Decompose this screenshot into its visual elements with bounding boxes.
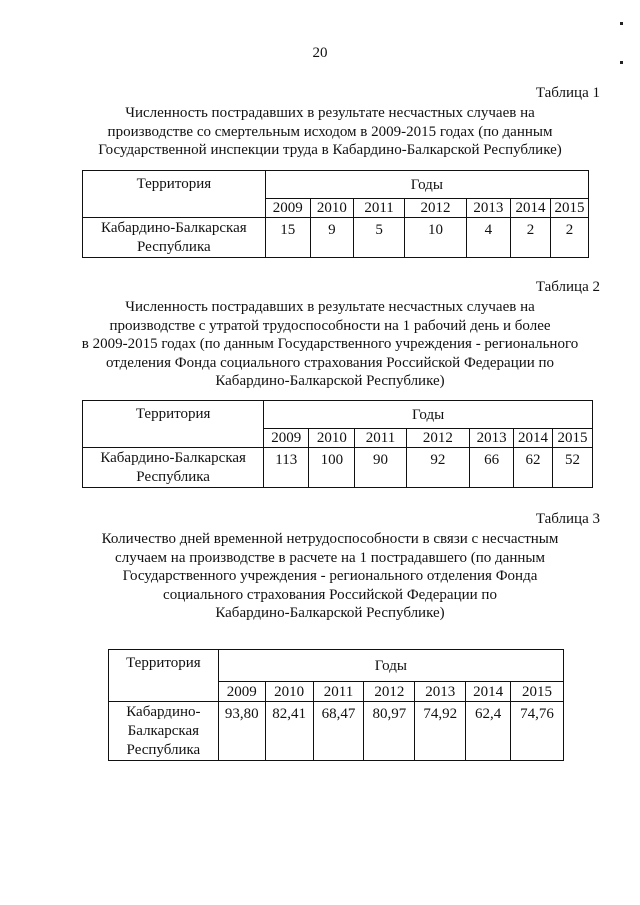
year-cell: 2013	[415, 682, 466, 702]
title-line: Кабардино-Балкарской Республике)	[215, 373, 445, 389]
table-1	[82, 170, 589, 258]
value-cell: 80,97	[364, 702, 415, 761]
region-line: Балкарская	[127, 723, 200, 739]
title-line: Численность пострадавших в результате несчастных случаев на	[125, 105, 535, 121]
value-cell: 74,76	[511, 702, 564, 761]
year-cell: 2010	[310, 199, 353, 218]
table-2-heading	[60, 278, 600, 391]
year-cell: 2015	[511, 682, 564, 702]
year-cell: 2015	[553, 429, 593, 448]
territory-header: Территория	[83, 401, 264, 448]
year-cell: 2014	[514, 429, 553, 448]
years-header: Годы	[264, 401, 593, 429]
title-line: Количество дней временной нетрудоспособности в связи с несчастным	[101, 531, 559, 547]
title-line: Кабардино-Балкарской Республике)	[215, 605, 445, 621]
value-cell: 2	[510, 218, 550, 258]
value-cell: 52	[553, 448, 593, 488]
year-cell: 2009	[218, 682, 265, 702]
region-cell	[83, 218, 266, 258]
value-cell: 92	[406, 448, 469, 488]
region-cell	[83, 448, 264, 488]
value-cell: 74,92	[415, 702, 466, 761]
value-cell: 4	[466, 218, 510, 258]
region-line: Кабардино-Балкарская	[101, 220, 247, 236]
year-cell: 2010	[265, 682, 313, 702]
region-line: Кабардино-	[126, 704, 201, 720]
year-cell: 2014	[510, 199, 550, 218]
table-caption: Таблица 1	[535, 85, 600, 101]
region-line: Республика	[137, 239, 211, 255]
year-cell: 2012	[364, 682, 415, 702]
value-cell: 10	[405, 218, 467, 258]
year-cell: 2015	[550, 199, 588, 218]
table-3	[108, 649, 564, 761]
value-cell: 66	[470, 448, 514, 488]
value-cell: 82,41	[265, 702, 313, 761]
region-line: Республика	[126, 742, 201, 758]
table-1-heading	[60, 84, 600, 160]
title-line: Численность пострадавших в результате несчастных случаев на	[125, 299, 535, 315]
years-header: Годы	[265, 171, 588, 199]
table-title	[60, 530, 600, 623]
value-cell: 5	[353, 218, 404, 258]
title-line: Государственной инспекции труда в Кабардино-Балкарской Республике)	[98, 142, 562, 158]
value-cell: 9	[310, 218, 353, 258]
year-cell: 2014	[466, 682, 511, 702]
year-cell: 2013	[466, 199, 510, 218]
table-2	[82, 400, 593, 488]
table-3-heading	[60, 510, 600, 623]
year-cell: 2012	[406, 429, 469, 448]
title-line: Государственного учреждения - регионального отделения Фонда	[122, 568, 538, 584]
value-cell: 93,80	[218, 702, 265, 761]
territory-header: Территория	[109, 650, 219, 702]
value-cell: 15	[265, 218, 310, 258]
region-line: Кабардино-Балкарская	[100, 450, 246, 466]
page-number: 20	[312, 45, 328, 61]
year-cell: 2010	[309, 429, 355, 448]
value-cell: 100	[309, 448, 355, 488]
title-line: отделения Фонда социального страхования Российской Федерации по	[105, 354, 555, 371]
territory-header: Территория	[83, 171, 266, 218]
value-cell: 68,47	[313, 702, 364, 761]
scan-marks	[620, 22, 626, 100]
title-line: производстве с утратой трудоспособности на 1 рабочий день и более	[109, 317, 551, 334]
title-line: социального страхования Российской Федерации по	[163, 586, 497, 603]
region-cell	[109, 702, 219, 761]
title-line: в 2009-2015 годах (по данным Государственного учреждения - регионального	[81, 336, 579, 352]
table-title	[60, 298, 600, 391]
title-line: производстве со смертельным исходом в 2009-2015 годах (по данным	[107, 123, 553, 140]
year-cell: 2011	[353, 199, 404, 218]
value-cell: 62,4	[466, 702, 511, 761]
year-cell: 2013	[470, 429, 514, 448]
year-cell: 2011	[355, 429, 406, 448]
year-cell: 2012	[405, 199, 467, 218]
table-caption: Таблица 3	[535, 511, 600, 527]
region-line: Республика	[136, 469, 210, 485]
value-cell: 2	[550, 218, 588, 258]
table-title	[60, 104, 600, 160]
years-header: Годы	[218, 650, 563, 682]
value-cell: 62	[514, 448, 553, 488]
table-caption: Таблица 2	[535, 279, 600, 295]
year-cell: 2011	[313, 682, 364, 702]
value-cell: 90	[355, 448, 406, 488]
year-cell: 2009	[265, 199, 310, 218]
value-cell: 113	[264, 448, 309, 488]
title-line: случаем на производстве в расчете на 1 пострадавшего (по данным	[115, 549, 545, 566]
year-cell: 2009	[264, 429, 309, 448]
